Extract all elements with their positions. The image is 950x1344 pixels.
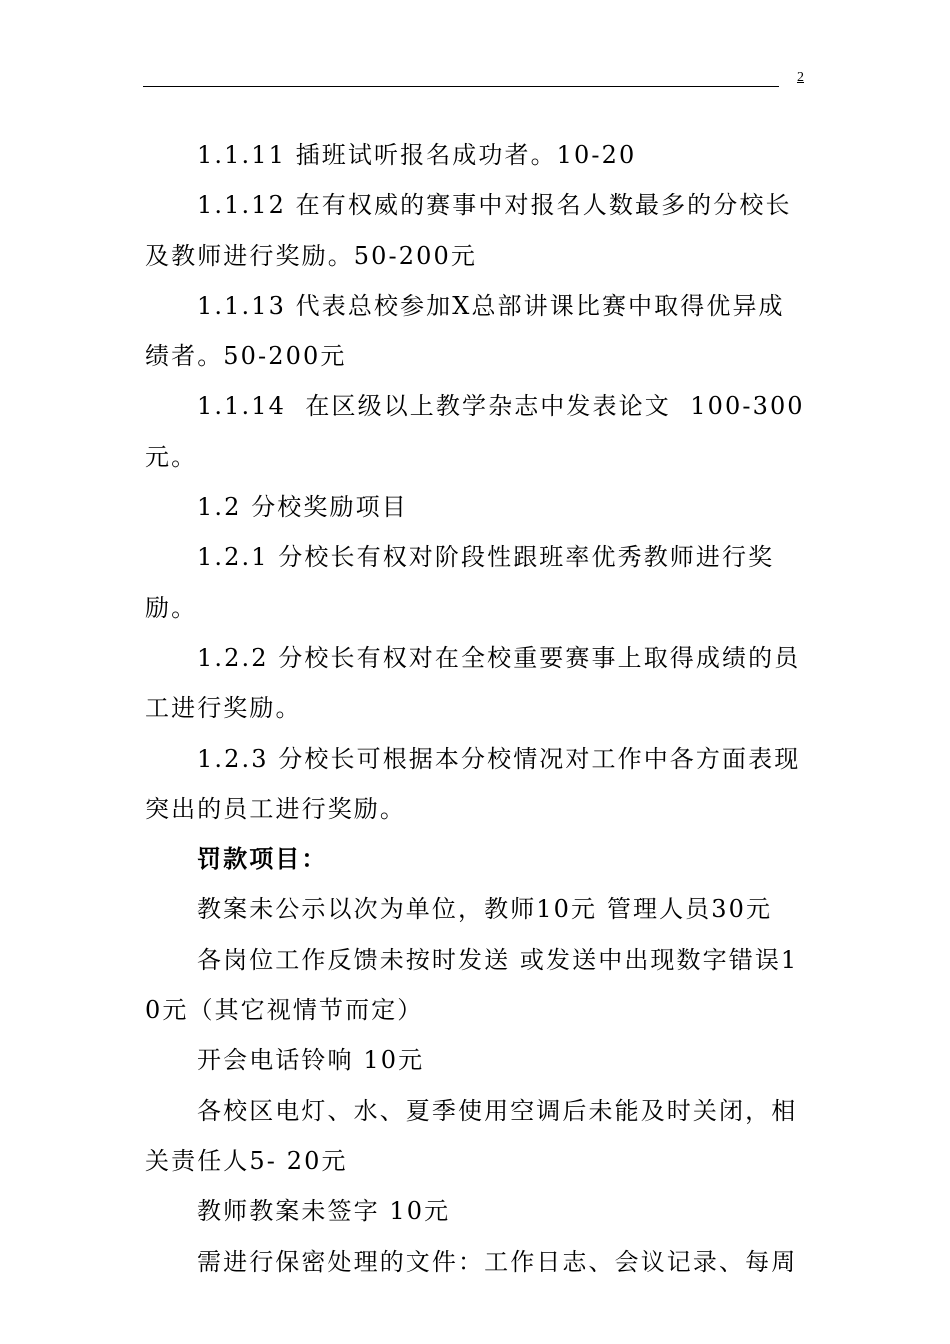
paragraph-1-1-11: 1.1.11 插班试听报名成功者。10-20 [197, 141, 637, 169]
page-number: 2 [797, 70, 804, 85]
fines-heading: 罚款项目： [197, 844, 328, 874]
paragraph-1-2: 1.2 分校奖励项目 [197, 493, 408, 522]
fine-item-lesson-plan-unsigned: 教师教案未签字 10元 [197, 1197, 451, 1226]
paragraph-1-2-3: 1.2.3 分校长可根据本分校情况对工作中各方面表现突出的员工进行奖励。 [145, 744, 801, 823]
paragraph-1-1-12: 1.1.12 在有权威的赛事中对报名人数最多的分校长及教师进行奖励。50-200元 [145, 191, 792, 270]
fine-item-utilities-left-on: 各校区电灯、水、夏季使用空调后未能及时关闭，相关责任人5- 20元 [145, 1096, 798, 1175]
header-rule [143, 86, 779, 87]
paragraph-1-2-1: 1.2.1 分校长有权对阶段性跟班率优秀教师进行奖励。 [145, 543, 775, 622]
paragraph-1-2-2: 1.2.2 分校长有权对在全校重要赛事上取得成绩的员工进行奖励。 [145, 643, 801, 723]
paragraph-confidential-files: 需进行保密处理的文件：工作日志、会议记录、每周 [197, 1247, 798, 1276]
fine-item-lesson-plan-unpublished: 教案未公示以次为单位，教师10元 管理人员30元 [197, 895, 773, 924]
fine-item-phone-ring: 开会电话铃响 10元 [197, 1046, 425, 1075]
paragraph-1-1-14: 1.1.14 在区级以上教学杂志中发表论文 100-300元。 [145, 392, 805, 471]
document-body [145, 130, 809, 1287]
fine-item-feedback-late: 各岗位工作反馈未按时发送 或发送中出现数字错误10元（其它视情节而定） [145, 945, 799, 1025]
paragraph-1-1-13: 1.1.13 代表总校参加X总部讲课比赛中取得优异成绩者。50-200元 [145, 291, 785, 371]
